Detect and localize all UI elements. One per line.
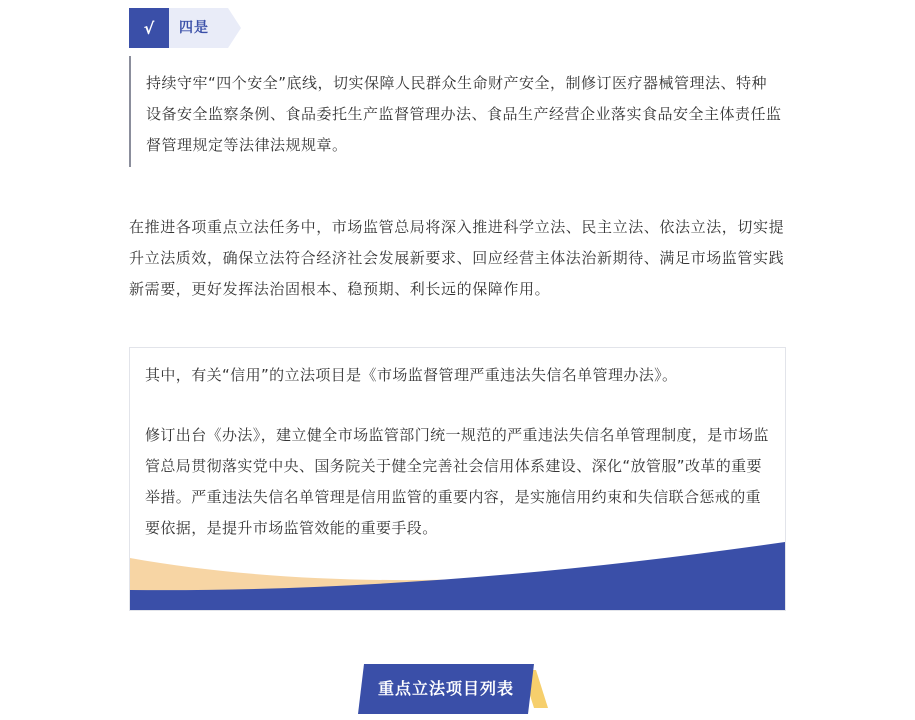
list-title-badge [358,664,548,714]
section-label: 四是 [179,20,209,36]
quote-paragraph: 持续守牢“四个安全”底线，切实保障人民群众生命财产安全，制修订医疗器械管理法、特种设备安全监察条例、食品委托生产监督管理办法、食品生产经营企业落实食品安全主体责任监督管理规定等法律法规规章。 [146,74,782,154]
info-card [129,347,786,611]
quote-block [129,56,791,167]
main-paragraph: 在推进各项重点立法任务中，市场监管总局将深入推进科学立法、民主立法、依法立法，切实提升立法质效，确保立法符合经济社会发展新要求、回应经营主体法治新期待、满足市场监管实践新需要，更好发挥法治固根本、稳预期、利长远的保障作用。 [129,218,785,298]
section-header [129,8,241,48]
check-icon: √ [129,8,169,48]
card-paragraph-2: 修订出台《办法》，建立健全市场监管部门统一规范的严重违法失信名单管理制度，是市场监管总局贯彻落实党中央、国务院关于健全完善社会信用体系建设、深化“放管服”改革的重要举措。严重违法失信名单管理是信用监管的重要内容，是实施信用约束和失信联合惩戒的重要依据，是提升市场监管效能的重要手段。 [145,426,769,537]
card-wave-decoration [130,540,785,610]
list-title: 重点立法项目列表 [377,679,514,698]
card-paragraph-1: 其中，有关“信用”的立法项目是《市场监督管理严重违法失信名单管理办法》。 [145,366,678,384]
